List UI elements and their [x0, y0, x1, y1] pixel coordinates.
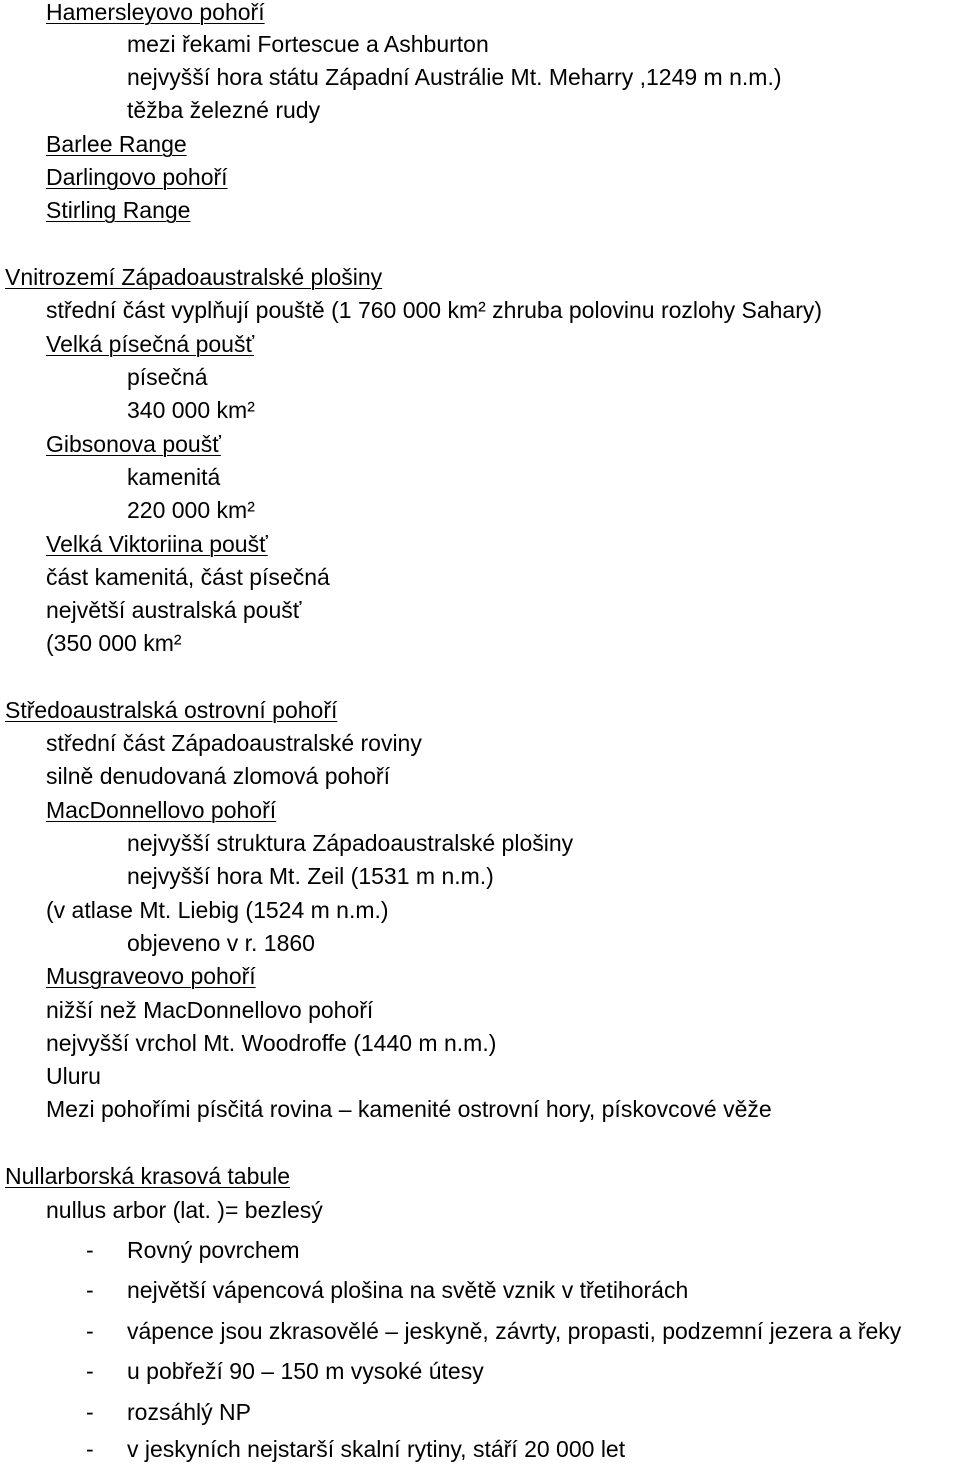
text-line: nižší než MacDonnellovo pohoří: [46, 997, 374, 1023]
text-line: 340 000 km²: [127, 397, 255, 423]
list-item-text: u pobřeží 90 – 150 m vysoké útesy: [127, 1358, 484, 1384]
text-line: 220 000 km²: [127, 497, 255, 523]
list-item-text: v jeskyních nejstarší skalní rytiny, stáří 20 000 let: [127, 1436, 626, 1462]
subheading-barlee-range: Barlee Range: [46, 131, 187, 157]
text-line: písečná: [127, 364, 208, 390]
subheading-macdonnellovo-pohori: MacDonnellovo pohoří: [46, 797, 277, 823]
text-line: největší australská poušť: [46, 597, 302, 623]
subheading-gibsonova-poust: Gibsonova poušť: [46, 431, 221, 457]
text-line: mezi řekami Fortescue a Ashburton: [127, 31, 489, 57]
dash-marker: -: [86, 1237, 94, 1263]
section-heading-nullarbor: Nullarborská krasová tabule: [5, 1163, 291, 1189]
text-line: střední část Západoaustralské roviny: [46, 730, 422, 756]
list-item-text: Rovný povrchem: [127, 1237, 300, 1263]
subheading-velka-pisecna-poust: Velká písečná poušť: [46, 331, 255, 357]
text-line: nejvyšší hora Mt. Zeil (1531 m n.m.): [127, 863, 494, 889]
text-line: těžba železné rudy: [127, 97, 321, 123]
text-line: střední část vyplňují pouště (1 760 000 km² zhruba polovinu rozlohy Sahary): [46, 297, 823, 323]
subheading-stirling-range: Stirling Range: [46, 197, 191, 223]
text-line: nejvyšší struktura Západoaustralské plošiny: [127, 830, 574, 856]
text-line: Mezi pohořími písčitá rovina – kamenité ostrovní hory, pískovcové věže: [46, 1096, 772, 1122]
text-line: kamenitá: [127, 464, 221, 490]
list-item-text: rozsáhlý NP: [127, 1399, 251, 1425]
text-line: nejvyšší hora státu Západní Austrálie Mt. Meharry ,1249 m n.m.): [127, 64, 782, 90]
text-line: silně denudovaná zlomová pohoří: [46, 763, 390, 789]
subheading-velka-viktoriina-poust: Velká Viktoriina poušť: [46, 531, 268, 557]
text-line: nullus arbor (lat. )= bezlesý: [46, 1197, 323, 1223]
dash-marker: -: [86, 1318, 94, 1344]
section-heading-vnitrozemi: Vnitrozemí Západoaustralské plošiny: [5, 264, 383, 290]
text-line: (v atlase Mt. Liebig (1524 m n.m.): [46, 897, 389, 923]
section-heading-hamersley: Hamersleyovo pohoří: [46, 0, 265, 25]
text-line: nejvyšší vrchol Mt. Woodroffe (1440 m n.m.): [46, 1030, 497, 1056]
dash-marker: -: [86, 1358, 94, 1384]
dash-marker: -: [86, 1399, 94, 1425]
subheading-darlingovo-pohori: Darlingovo pohoří: [46, 164, 228, 190]
list-item-text: vápence jsou zkrasovělé – jeskyně, závrty, propasti, podzemní jezera a řeky: [127, 1318, 902, 1344]
subheading-musgraveovo-pohori: Musgraveovo pohoří: [46, 963, 256, 989]
section-heading-stredoaustralska: Středoaustralská ostrovní pohoří: [5, 697, 338, 723]
text-line: Uluru: [46, 1063, 101, 1089]
dash-marker: -: [86, 1436, 94, 1462]
dash-marker: -: [86, 1277, 94, 1303]
text-line: (350 000 km²: [46, 630, 182, 656]
text-line: objeveno v r. 1860: [127, 930, 315, 956]
list-item-text: největší vápencová plošina na světě vznik v třetihorách: [127, 1277, 689, 1303]
text-line: část kamenitá, část písečná: [46, 564, 330, 590]
